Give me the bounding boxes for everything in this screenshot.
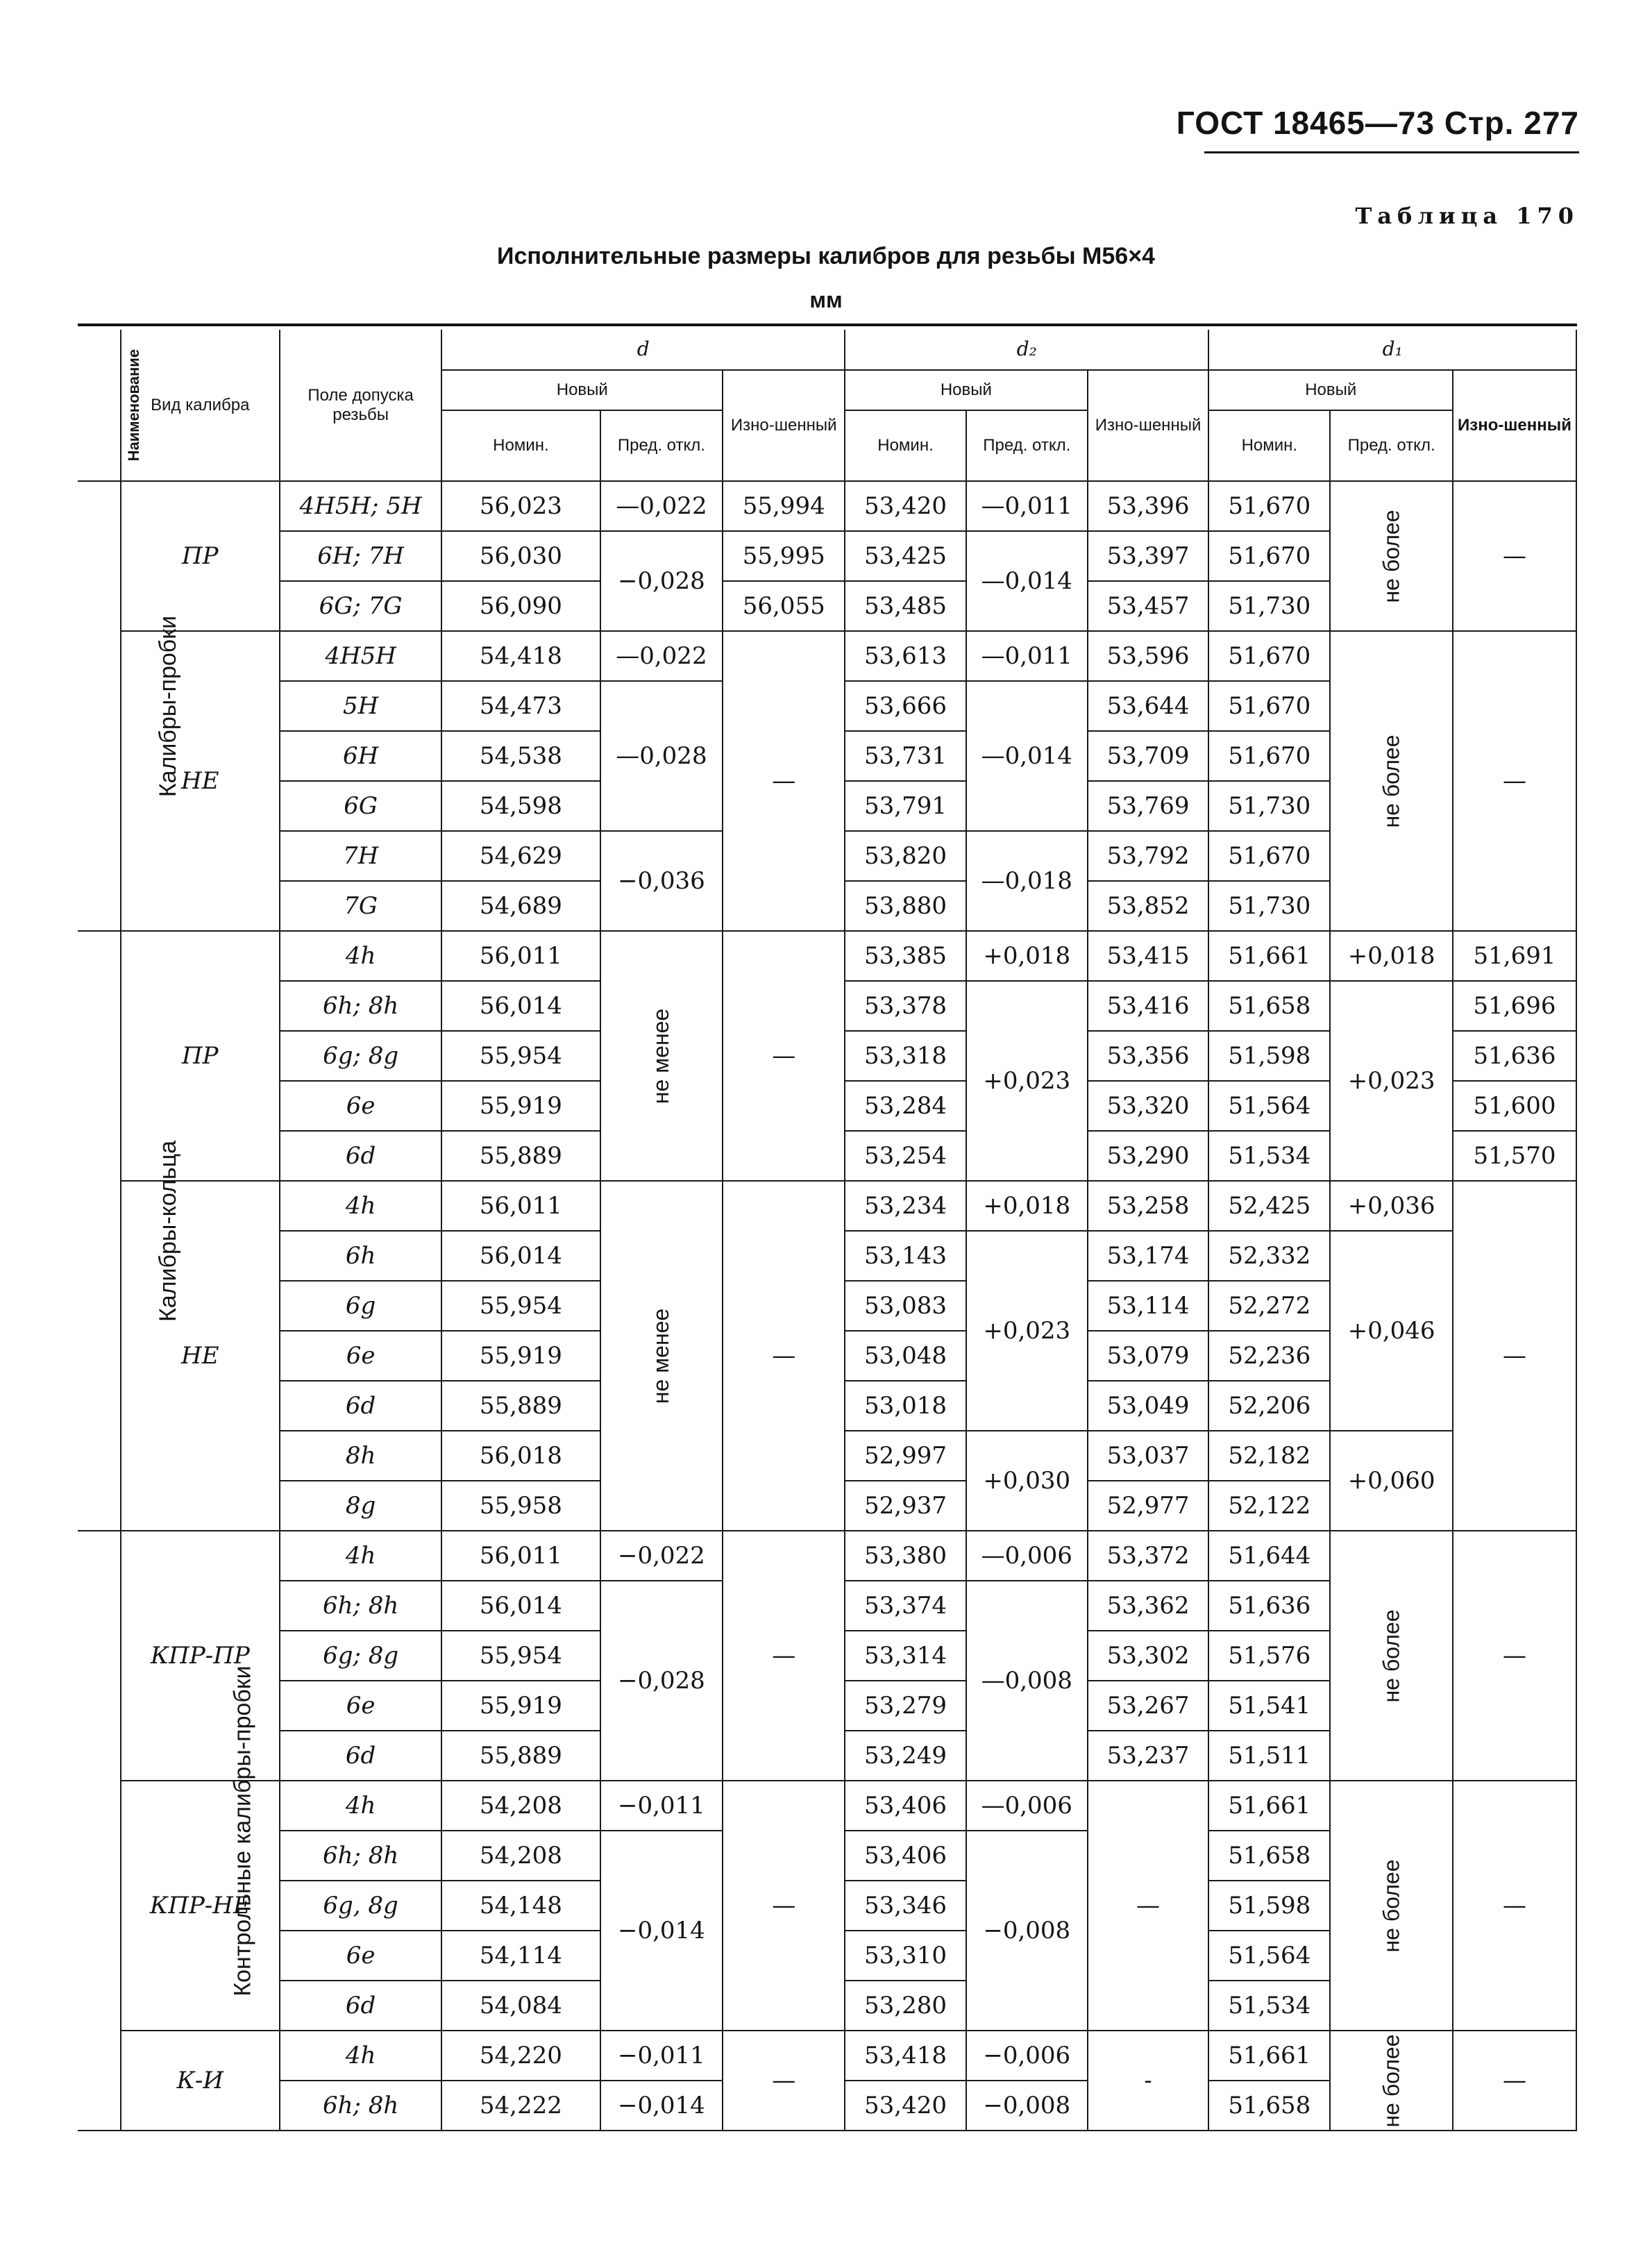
d-nominal: 55,889 (441, 1381, 600, 1431)
d2-worn: 53,302 (1088, 1631, 1209, 1681)
tolerance-field: 7H (280, 831, 441, 881)
header-rule (1204, 151, 1579, 153)
d2-nominal: 53,346 (845, 1881, 966, 1931)
gauge-kind: ПР (121, 931, 280, 1181)
d2-worn: 53,320 (1088, 1081, 1209, 1131)
d1-worn: 51,570 (1453, 1131, 1576, 1181)
d2-worn: 53,049 (1088, 1381, 1209, 1431)
tolerance-field: 5H (280, 681, 441, 731)
header-kind: Вид калибра (121, 330, 280, 481)
table-number: Таблица 170 (1355, 203, 1579, 229)
d1-nominal: 51,564 (1208, 1081, 1330, 1131)
d-nominal: 56,014 (441, 1581, 600, 1631)
tolerance-field: 6d (280, 1981, 441, 2031)
header-name: Наименование (78, 330, 121, 481)
d2-worn: — (1088, 1781, 1209, 2031)
d-nominal: 55,954 (441, 1031, 600, 1081)
header-d-worn: Изно-шенный (723, 370, 845, 481)
tolerance-field: 6G; 7G (280, 581, 441, 631)
d2-worn: 53,362 (1088, 1581, 1209, 1631)
d1-nominal: 51,534 (1208, 1981, 1330, 2031)
tolerance-field: 6H; 7H (280, 531, 441, 581)
d1-worn: 51,691 (1453, 931, 1576, 981)
d1-nominal: 51,670 (1208, 831, 1330, 881)
d1-limit-note (1330, 1531, 1453, 1781)
table-row (78, 931, 1576, 981)
d-worn: — (723, 1531, 845, 1781)
d2-worn: 53,457 (1088, 581, 1209, 631)
d2-nominal: 53,083 (845, 1281, 966, 1331)
d1-deviation: +0,060 (1330, 1431, 1453, 1531)
tolerance-field: 4h (280, 931, 441, 981)
d-nominal: 54,473 (441, 681, 600, 731)
d2-nominal: 53,380 (845, 1531, 966, 1581)
header-d1: d₁ (1208, 330, 1576, 370)
tolerance-field: 6e (280, 1331, 441, 1381)
d-deviation: −0,011 (600, 2031, 723, 2081)
d1-nominal: 51,730 (1208, 581, 1330, 631)
d2-nominal: 53,143 (845, 1231, 966, 1281)
header-d2-worn: Изно-шенный (1088, 370, 1209, 481)
d2-deviation: —0,011 (966, 481, 1088, 531)
d1-nominal: 52,236 (1208, 1331, 1330, 1381)
d2-nominal: 53,310 (845, 1931, 966, 1981)
tolerance-field: 4h (280, 1781, 441, 1831)
gauge-kind: НЕ (121, 1181, 280, 1531)
d-nominal: 56,014 (441, 1231, 600, 1281)
d-nominal: 56,030 (441, 531, 600, 581)
gauge-kind: КПР-НЕ (121, 1781, 280, 2031)
d1-worn: — (1453, 2031, 1576, 2131)
tolerance-field: 4h (280, 1531, 441, 1581)
header-d1-worn: Изно-шенный (1453, 370, 1576, 481)
d-nominal: 54,208 (441, 1831, 600, 1881)
d1-nominal: 51,598 (1208, 1881, 1330, 1931)
table-row (78, 481, 1576, 531)
gauge-dimensions-table (78, 330, 1577, 2131)
d-nominal: 54,114 (441, 1931, 600, 1981)
d2-nominal: 53,485 (845, 581, 966, 631)
d2-worn: 53,037 (1088, 1431, 1209, 1481)
d-nominal: 56,018 (441, 1431, 600, 1481)
d2-deviation: —0,006 (966, 1781, 1088, 1831)
d-worn: — (723, 1781, 845, 2031)
group-label-text: Контрольные калибры-пробки (229, 1665, 256, 1997)
d1-worn: — (1453, 1531, 1576, 1781)
tolerance-field: 6h; 8h (280, 1581, 441, 1631)
d2-nominal: 53,420 (845, 481, 966, 531)
d-nominal: 56,090 (441, 581, 600, 631)
d2-nominal: 53,385 (845, 931, 966, 981)
header-d: d (441, 330, 845, 370)
d-nominal: 54,084 (441, 1981, 600, 2031)
d2-worn: 53,792 (1088, 831, 1209, 881)
d-deviation: −0,022 (600, 1531, 723, 1581)
d2-nominal: 53,314 (845, 1631, 966, 1681)
d1-nominal: 52,272 (1208, 1281, 1330, 1331)
ne-bolee-note: не более (1379, 1609, 1404, 1703)
d2-worn: 53,852 (1088, 881, 1209, 931)
d-worn: — (723, 1181, 845, 1531)
tolerance-field: 6e (280, 1681, 441, 1731)
d2-nominal: 53,731 (845, 731, 966, 781)
d2-worn: 53,174 (1088, 1231, 1209, 1281)
d2-nominal: 53,374 (845, 1581, 966, 1631)
d-nominal: 55,889 (441, 1131, 600, 1181)
tolerance-field: 6e (280, 1931, 441, 1981)
gauge-kind: ПР (121, 481, 280, 631)
d2-nominal: 53,254 (845, 1131, 966, 1181)
table-row (78, 2031, 1576, 2081)
d1-nominal: 51,661 (1208, 1781, 1330, 1831)
d1-nominal: 51,511 (1208, 1731, 1330, 1781)
header-d1-new: Новый (1208, 370, 1453, 410)
d-worn: — (723, 2031, 845, 2131)
d1-nominal: 52,425 (1208, 1181, 1330, 1231)
d-deviation: —0,022 (600, 631, 723, 681)
d2-nominal: 53,406 (845, 1781, 966, 1831)
d2-deviation: −0,008 (966, 2081, 1088, 2131)
d2-worn: 53,769 (1088, 781, 1209, 831)
d2-nominal: 53,048 (845, 1331, 966, 1381)
d2-deviation: −0,008 (966, 1831, 1088, 2031)
table-row (78, 1531, 1576, 1581)
d1-nominal: 51,534 (1208, 1131, 1330, 1181)
ne-menee-note: не менее (648, 1008, 674, 1104)
d1-nominal: 52,122 (1208, 1481, 1330, 1531)
d2-nominal: 53,318 (845, 1031, 966, 1081)
table-row (78, 631, 1576, 681)
d1-worn: 51,696 (1453, 981, 1576, 1031)
d2-worn: 53,079 (1088, 1331, 1209, 1381)
tolerance-field: 6g; 8g (280, 1031, 441, 1081)
d-worn: — (723, 931, 845, 1181)
header-d-new: Новый (441, 370, 723, 410)
d2-nominal: 52,997 (845, 1431, 966, 1481)
d1-worn: — (1453, 1181, 1576, 1531)
group-label (78, 481, 182, 931)
d1-nominal: 51,661 (1208, 931, 1330, 981)
tolerance-field: 6e (280, 1081, 441, 1131)
d2-nominal: 53,425 (845, 531, 966, 581)
d2-nominal: 53,880 (845, 881, 966, 931)
gauge-kind: К-И (121, 2031, 280, 2131)
d1-nominal: 51,658 (1208, 2081, 1330, 2131)
d-limit-note (600, 1181, 723, 1531)
d1-nominal: 51,576 (1208, 1631, 1330, 1681)
header-d1-dev: Пред. откл. (1330, 410, 1453, 481)
d2-deviation: —0,014 (966, 531, 1088, 631)
d1-limit-note (1330, 631, 1453, 931)
d1-worn: 51,636 (1453, 1031, 1576, 1081)
d-nominal: 55,919 (441, 1081, 600, 1131)
header-d2-nom: Номин. (845, 410, 966, 481)
d1-nominal: 52,206 (1208, 1381, 1330, 1431)
d-nominal: 55,954 (441, 1631, 600, 1681)
d1-limit-note (1330, 1781, 1453, 2031)
tolerance-field: 6g; 8g (280, 1631, 441, 1681)
d2-worn: - (1088, 2031, 1209, 2131)
d-worn: 55,994 (723, 481, 845, 531)
d2-nominal: 53,378 (845, 981, 966, 1031)
d1-nominal: 51,564 (1208, 1931, 1330, 1981)
table-units: мм (809, 287, 843, 312)
tolerance-field: 6d (280, 1381, 441, 1431)
tolerance-field: 8h (280, 1431, 441, 1481)
tolerance-field: 6g, 8g (280, 1881, 441, 1931)
d2-nominal: 53,418 (845, 2031, 966, 2081)
d2-worn: 53,397 (1088, 531, 1209, 581)
d2-nominal: 53,420 (845, 2081, 966, 2131)
d2-nominal: 53,613 (845, 631, 966, 681)
d2-worn: 53,267 (1088, 1681, 1209, 1731)
tolerance-field: 6h (280, 1231, 441, 1281)
group-label (78, 931, 182, 1531)
ne-bolee-note: не более (1379, 510, 1404, 603)
d-nominal: 54,629 (441, 831, 600, 881)
d-nominal: 54,538 (441, 731, 600, 781)
d-nominal: 55,919 (441, 1331, 600, 1381)
d2-deviation: +0,023 (966, 1231, 1088, 1431)
d1-nominal: 51,670 (1208, 631, 1330, 681)
group-label-text: Калибры-кольца (155, 1140, 182, 1322)
tolerance-field: 4H5H (280, 631, 441, 681)
d-deviation: −0,014 (600, 2081, 723, 2131)
d2-nominal: 52,937 (845, 1481, 966, 1531)
d2-worn: 53,114 (1088, 1281, 1209, 1331)
table-row (78, 1781, 1576, 1831)
d-deviation: —0,022 (600, 481, 723, 531)
tolerance-field: 6h; 8h (280, 2081, 441, 2131)
d2-nominal: 53,234 (845, 1181, 966, 1231)
d2-nominal: 53,249 (845, 1731, 966, 1781)
d-nominal: 56,014 (441, 981, 600, 1031)
tolerance-field: 6G (280, 781, 441, 831)
d-deviation: −0,011 (600, 1781, 723, 1831)
d-nominal: 54,220 (441, 2031, 600, 2081)
d-deviation: −0,028 (600, 1581, 723, 1781)
ne-bolee-note: не более (1379, 2034, 1404, 2128)
d1-deviation: +0,046 (1330, 1231, 1453, 1431)
tolerance-field: 6H (280, 731, 441, 781)
tolerance-field: 6d (280, 1131, 441, 1181)
d2-deviation: +0,023 (966, 981, 1088, 1181)
table-top-rule (78, 324, 1577, 326)
d2-deviation: —0,014 (966, 681, 1088, 831)
d2-nominal: 53,666 (845, 681, 966, 731)
table-caption: Исполнительные размеры калибров для резьбы М56×4 (497, 243, 1155, 269)
d-worn: 56,055 (723, 581, 845, 631)
d1-worn: — (1453, 631, 1576, 931)
d-nominal: 55,954 (441, 1281, 600, 1331)
tolerance-field: 4h (280, 1181, 441, 1231)
d2-nominal: 53,018 (845, 1381, 966, 1431)
d1-nominal: 51,644 (1208, 1531, 1330, 1581)
d1-nominal: 52,332 (1208, 1231, 1330, 1281)
d1-limit-note (1330, 2031, 1453, 2131)
header-d2: d₂ (845, 330, 1208, 370)
tolerance-field: 6g (280, 1281, 441, 1331)
d-nominal: 54,418 (441, 631, 600, 681)
d2-worn: 53,290 (1088, 1131, 1209, 1181)
d1-nominal: 51,670 (1208, 681, 1330, 731)
d2-deviation: —0,011 (966, 631, 1088, 681)
d2-deviation: −0,006 (966, 2031, 1088, 2081)
d-nominal: 55,958 (441, 1481, 600, 1531)
d1-nominal: 51,658 (1208, 981, 1330, 1031)
d-nominal: 54,222 (441, 2081, 600, 2131)
ne-menee-note: не менее (648, 1308, 674, 1404)
header-d2-new: Новый (845, 370, 1088, 410)
d1-nominal: 51,670 (1208, 481, 1330, 531)
header-d2-dev: Пред. откл. (966, 410, 1088, 481)
tolerance-field: 6d (280, 1731, 441, 1781)
d2-nominal: 53,280 (845, 1981, 966, 2031)
d1-nominal: 51,730 (1208, 881, 1330, 931)
header-field: Поле допуска резьбы (280, 330, 441, 481)
header-d-dev: Пред. откл. (600, 410, 723, 481)
d-deviation: —0,028 (600, 681, 723, 831)
d2-nominal: 53,284 (845, 1081, 966, 1131)
d-worn: — (723, 631, 845, 931)
d1-worn: 51,600 (1453, 1081, 1576, 1131)
d2-worn: 53,258 (1088, 1181, 1209, 1231)
header-d-nom: Номин. (441, 410, 600, 481)
d1-worn: — (1453, 481, 1576, 631)
d2-worn: 53,416 (1088, 981, 1209, 1031)
tolerance-field: 7G (280, 881, 441, 931)
d1-nominal: 51,730 (1208, 781, 1330, 831)
d2-worn: 52,977 (1088, 1481, 1209, 1531)
d2-worn: 53,644 (1088, 681, 1209, 731)
table-row (78, 1181, 1576, 1231)
d2-worn: 53,709 (1088, 731, 1209, 781)
d1-nominal: 51,598 (1208, 1031, 1330, 1081)
d1-nominal: 51,670 (1208, 731, 1330, 781)
d2-deviation: —0,006 (966, 1531, 1088, 1581)
ne-bolee-note: не более (1379, 734, 1404, 828)
d1-limit-note (1330, 481, 1453, 631)
d-nominal: 56,011 (441, 931, 600, 981)
page-header: ГОСТ 18465—73 Стр. 277 (1176, 105, 1579, 141)
d-nominal: 54,598 (441, 781, 600, 831)
d-nominal: 55,889 (441, 1731, 600, 1781)
d1-nominal: 52,182 (1208, 1431, 1330, 1481)
d2-nominal: 53,791 (845, 781, 966, 831)
tolerance-field: 6h; 8h (280, 981, 441, 1031)
ne-bolee-note: не более (1379, 1859, 1404, 1953)
d1-deviation: +0,023 (1330, 981, 1453, 1181)
d-nominal: 54,148 (441, 1881, 600, 1931)
d1-nominal: 51,541 (1208, 1681, 1330, 1731)
d2-worn: 53,372 (1088, 1531, 1209, 1581)
d1-worn: — (1453, 1781, 1576, 2031)
d-deviation: −0,028 (600, 531, 723, 631)
d1-nominal: 51,636 (1208, 1581, 1330, 1631)
d2-nominal: 53,406 (845, 1831, 966, 1881)
d-worn: 55,995 (723, 531, 845, 581)
header-d1-nom: Номин. (1208, 410, 1330, 481)
gauge-kind: КПР-ПР (121, 1531, 280, 1781)
tolerance-field: 4h (280, 2031, 441, 2081)
d1-nominal: 51,658 (1208, 1831, 1330, 1881)
d2-worn: 53,396 (1088, 481, 1209, 531)
tolerance-field: 4H5H; 5H (280, 481, 441, 531)
group-label-text: Калибры-пробки (155, 615, 182, 798)
d-nominal: 56,011 (441, 1531, 600, 1581)
d2-deviation: —0,008 (966, 1581, 1088, 1781)
d2-worn: 53,356 (1088, 1031, 1209, 1081)
d-limit-note (600, 931, 723, 1181)
d-nominal: 54,208 (441, 1781, 600, 1831)
d2-deviation: —0,018 (966, 831, 1088, 931)
d2-worn: 53,596 (1088, 631, 1209, 681)
d-nominal: 56,023 (441, 481, 600, 531)
d2-deviation: +0,030 (966, 1431, 1088, 1531)
d1-deviation: +0,036 (1330, 1181, 1453, 1231)
d1-nominal: 51,670 (1208, 531, 1330, 581)
gauge-kind: НЕ (121, 631, 280, 931)
tolerance-field: 6h; 8h (280, 1831, 441, 1881)
d-nominal: 56,011 (441, 1181, 600, 1231)
d1-nominal: 51,661 (1208, 2031, 1330, 2081)
d-nominal: 54,689 (441, 881, 600, 931)
d2-deviation: +0,018 (966, 931, 1088, 981)
d1-deviation: +0,018 (1330, 931, 1453, 981)
d2-nominal: 53,279 (845, 1681, 966, 1731)
d2-nominal: 53,820 (845, 831, 966, 881)
d2-deviation: +0,018 (966, 1181, 1088, 1231)
d-deviation: −0,014 (600, 1831, 723, 2031)
d2-worn: 53,237 (1088, 1731, 1209, 1781)
d-deviation: −0,036 (600, 831, 723, 931)
d-nominal: 55,919 (441, 1681, 600, 1731)
d2-worn: 53,415 (1088, 931, 1209, 981)
tolerance-field: 8g (280, 1481, 441, 1531)
